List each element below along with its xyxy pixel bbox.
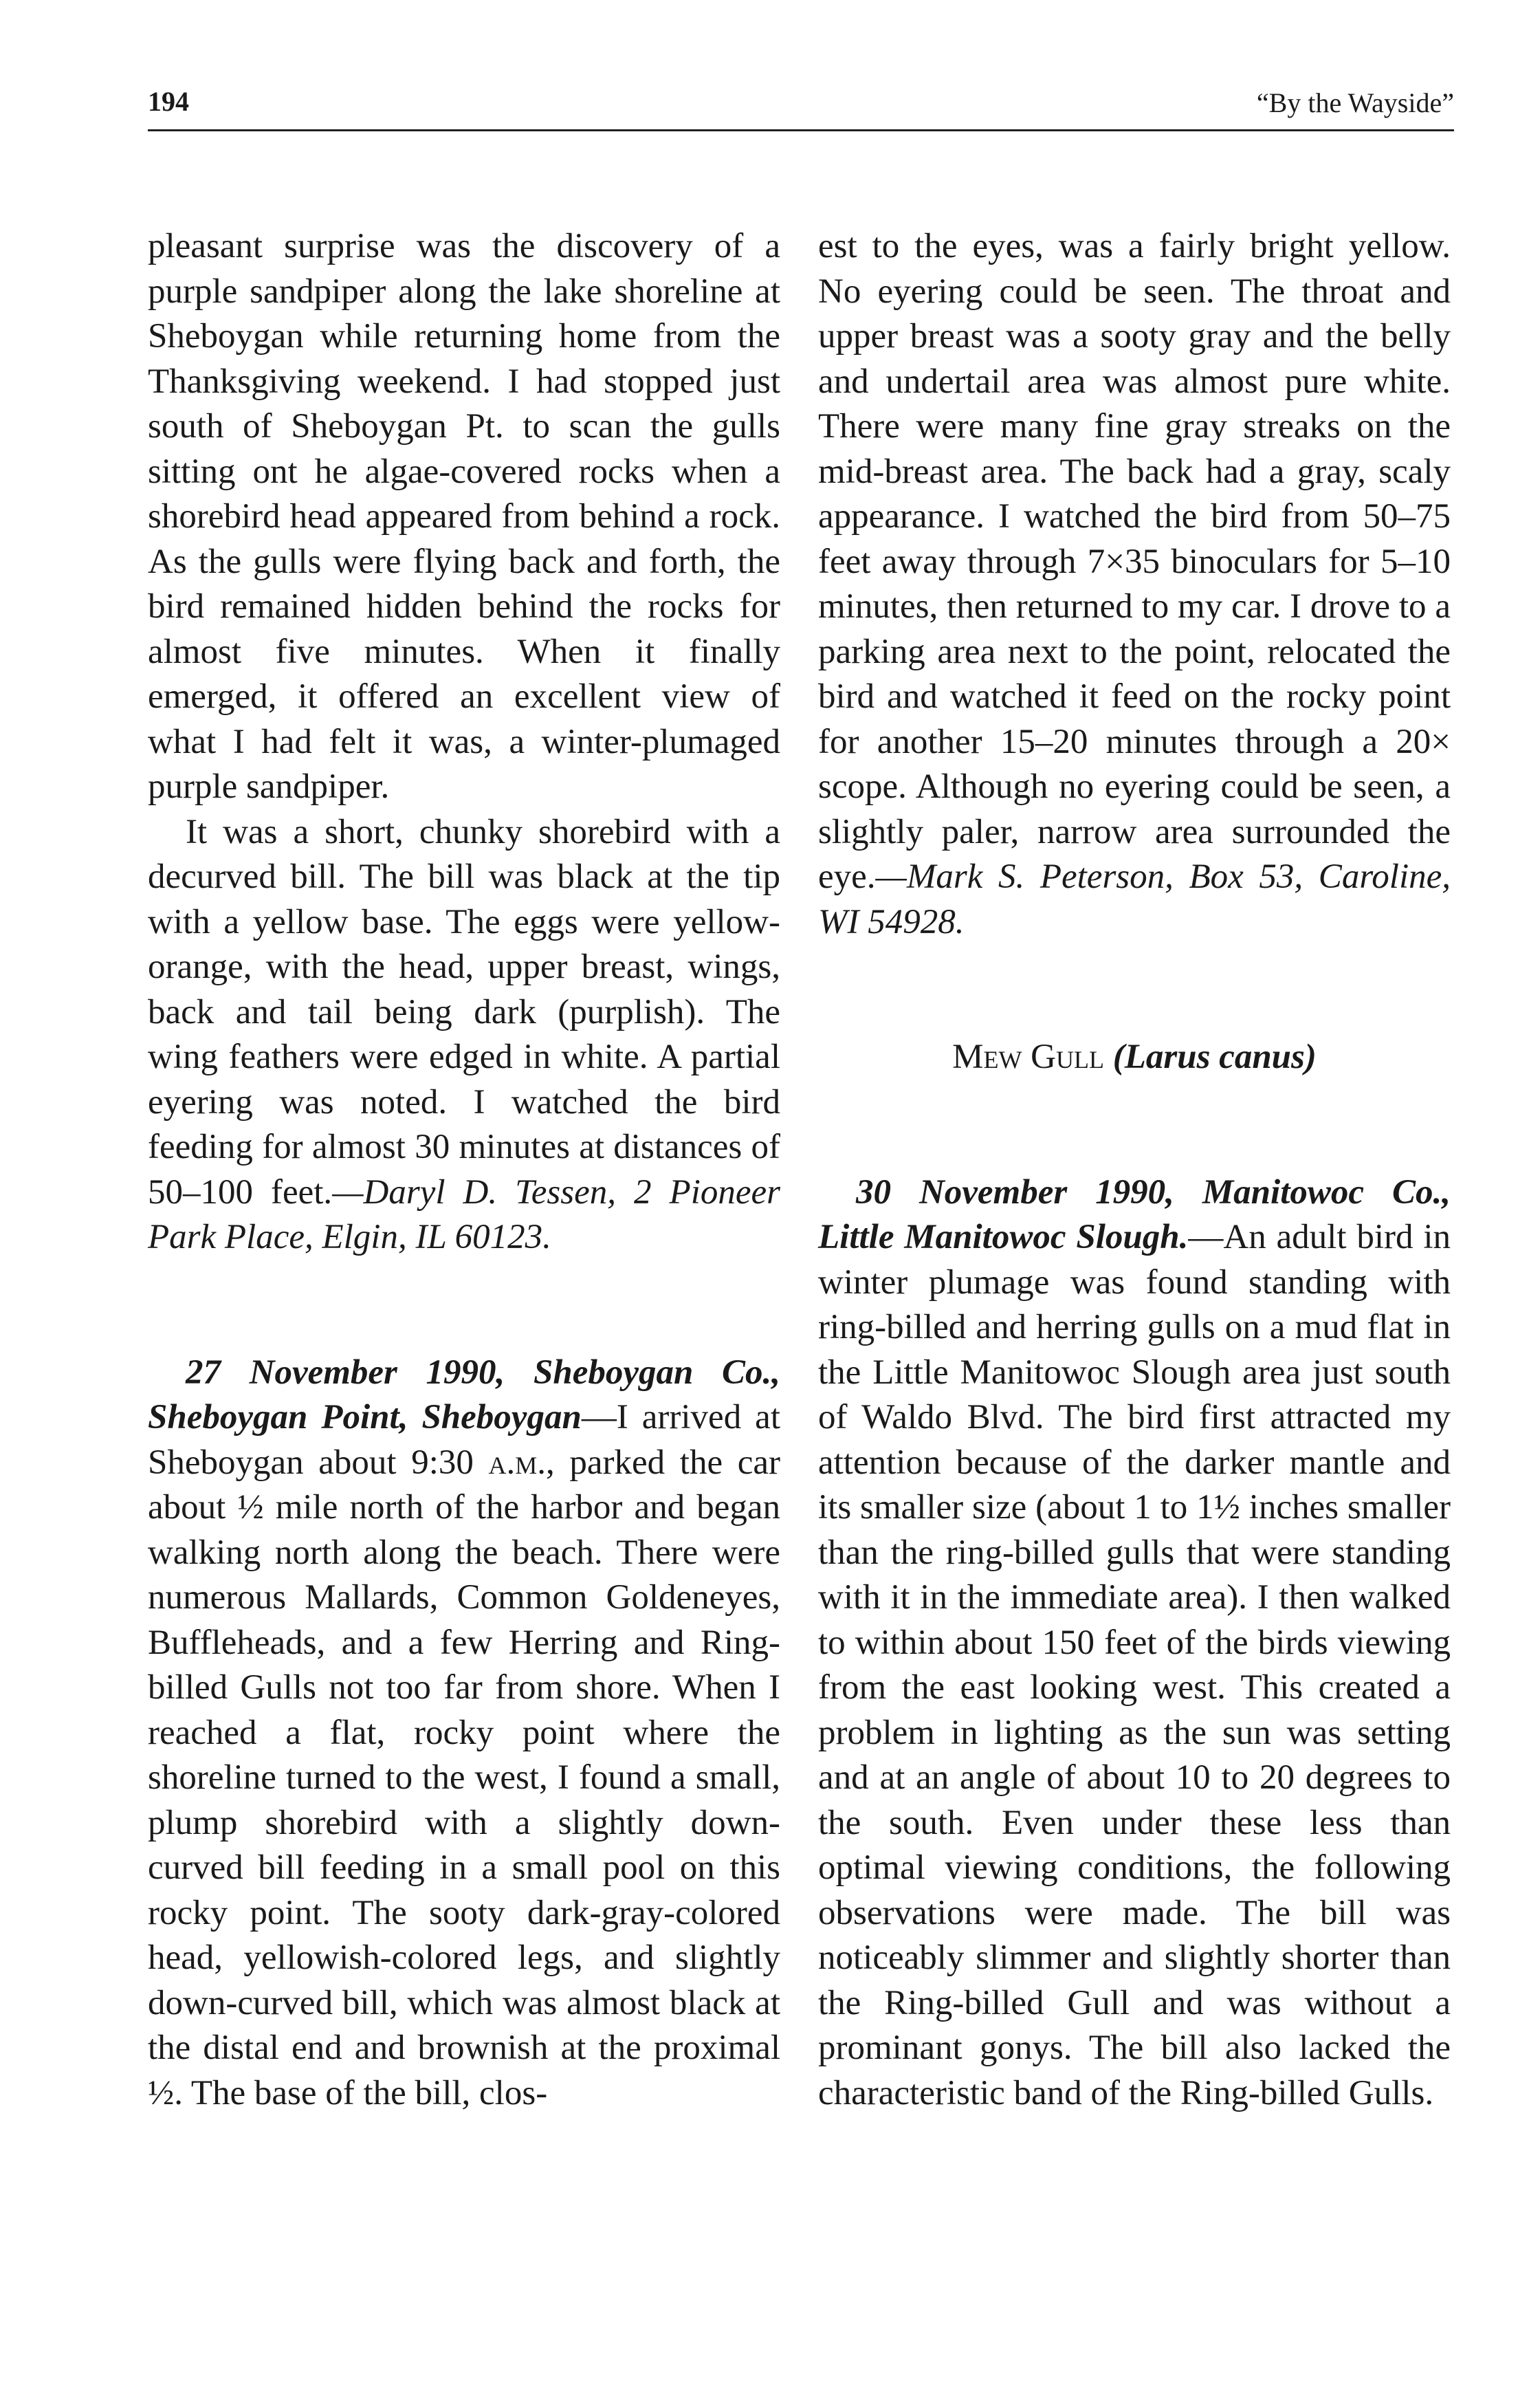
page-header bbox=[148, 77, 1454, 131]
left-paragraph-3 bbox=[148, 1351, 780, 2117]
species-common-name: Mew Gull bbox=[952, 1038, 1104, 1076]
dateline-manitowoc: 30 November 1990, Manitowoc Co., Little Manitowoc Slough. bbox=[818, 1172, 1451, 1256]
left-paragraph-3-body-a: —I arrived at Sheboygan about 9:30 bbox=[148, 1398, 780, 1482]
left-paragraph-2-body: It was a short, chunky shorebird with a decurved bill. The bill was black at the tip with a yellow base. The eggs were yellow-orange, with the head, upper breast, wings, back and tail being dark (purplish). The wing feathers were edged in white. A partial eyering was noted. I watched the bird feeding for almost 30 minutes at distances of 50–100 feet. bbox=[148, 812, 780, 1212]
left-column bbox=[148, 224, 780, 2116]
right-column bbox=[818, 224, 1451, 2116]
species-heading bbox=[818, 1035, 1451, 1080]
dateline-sheboygan: 27 November 1990, Sheboygan Co., Sheboygan Point, Sheboygan bbox=[148, 1353, 780, 1436]
right-paragraph-2-body: —An adult bird in winter plumage was found standing with ring-billed and herring gulls on a mud flat in the Little Manitowoc Slough area just south of Waldo Blvd. The bird first attracted my attention because of the darker mantle and its smaller size (about 1 to 1½ inches smaller than the ring-billed gulls that were standing with it in the immediate area). I then walked to within about 150 feet of the birds viewing from the east looking west. This created a problem in lighting as the sun was setting and at an angle of about 10 to 20 degrees to the south. Even under these less than optimal viewing conditions, the following observations were made. The bill was noticeably slimmer and slightly shorter than the Ring-billed Gull and was without a prominant gonys. The bill also lacked the characteristic band of the Ring-billed Gulls. bbox=[818, 1218, 1451, 2112]
right-paragraph-2 bbox=[818, 1170, 1451, 2117]
left-paragraph-2 bbox=[148, 810, 780, 1260]
time-am: a.m. bbox=[488, 1443, 547, 1482]
running-head: “By the Wayside” bbox=[1256, 87, 1454, 118]
signature-tessen: —Daryl D. Tessen, 2 Pioneer Park Place, Elgin, IL 60123. bbox=[148, 1172, 780, 1256]
right-paragraph-1-body: est to the eyes, was a fairly bright yellow. No eyering could be seen. The throat and upper breast was a sooty gray and the belly and undertail area was almost pure white. There were many fine gray streaks on the mid-breast area. The back had a gray, scaly appearance. I watched the bird from 50–75 feet away through 7×35 binoculars for 5–10 minutes, then returned to my car. I drove to a parking area next to the point, relocated the bird and watched it feed on the rocky point for another 15–20 minutes through a 20× scope. Although no eyering could be seen, a slightly paler, narrow area surrounded the eye. bbox=[818, 227, 1451, 896]
left-paragraph-3-body-b: , parked the car about ½ mile north of the harbor and began walking north along the beach. There were numerous Mallards, Common Goldeneyes, Buffleheads, and a few Herring and Ring-billed Gulls not too far from shore. When I reached a flat, rocky point where the shoreline turned to the west, I found a small, plump shorebird with a slightly down-curved bill feeding in a small pool on this rocky point. The sooty dark-gray-colored head, yellowish-colored legs, and slightly down-curved bill, which was almost black at the distal end and brownish at the proximal ½. The base of the bill, clos- bbox=[148, 1443, 780, 2112]
page-number: 194 bbox=[148, 86, 189, 117]
right-paragraph-1 bbox=[818, 224, 1451, 945]
species-latin-name: (Larus canus) bbox=[1112, 1038, 1317, 1076]
signature-peterson: —Mark S. Peterson, Box 53, Caroline, WI 54928. bbox=[818, 857, 1451, 941]
left-paragraph-1: pleasant surprise was the discovery of a purple sandpiper along the lake shoreline at Sheboygan while returning home from the Thanksgiving weekend. I had stopped just south of Sheboygan Pt. to scan the gulls sitting ont he algae-covered rocks when a shorebird head appeared from behind a rock. As the gulls were flying back and forth, the bird remained hidden behind the rocks for almost five minutes. When it finally emerged, it offered an excellent view of what I had felt it was, a winter-plumaged purple sandpiper. bbox=[148, 227, 780, 806]
